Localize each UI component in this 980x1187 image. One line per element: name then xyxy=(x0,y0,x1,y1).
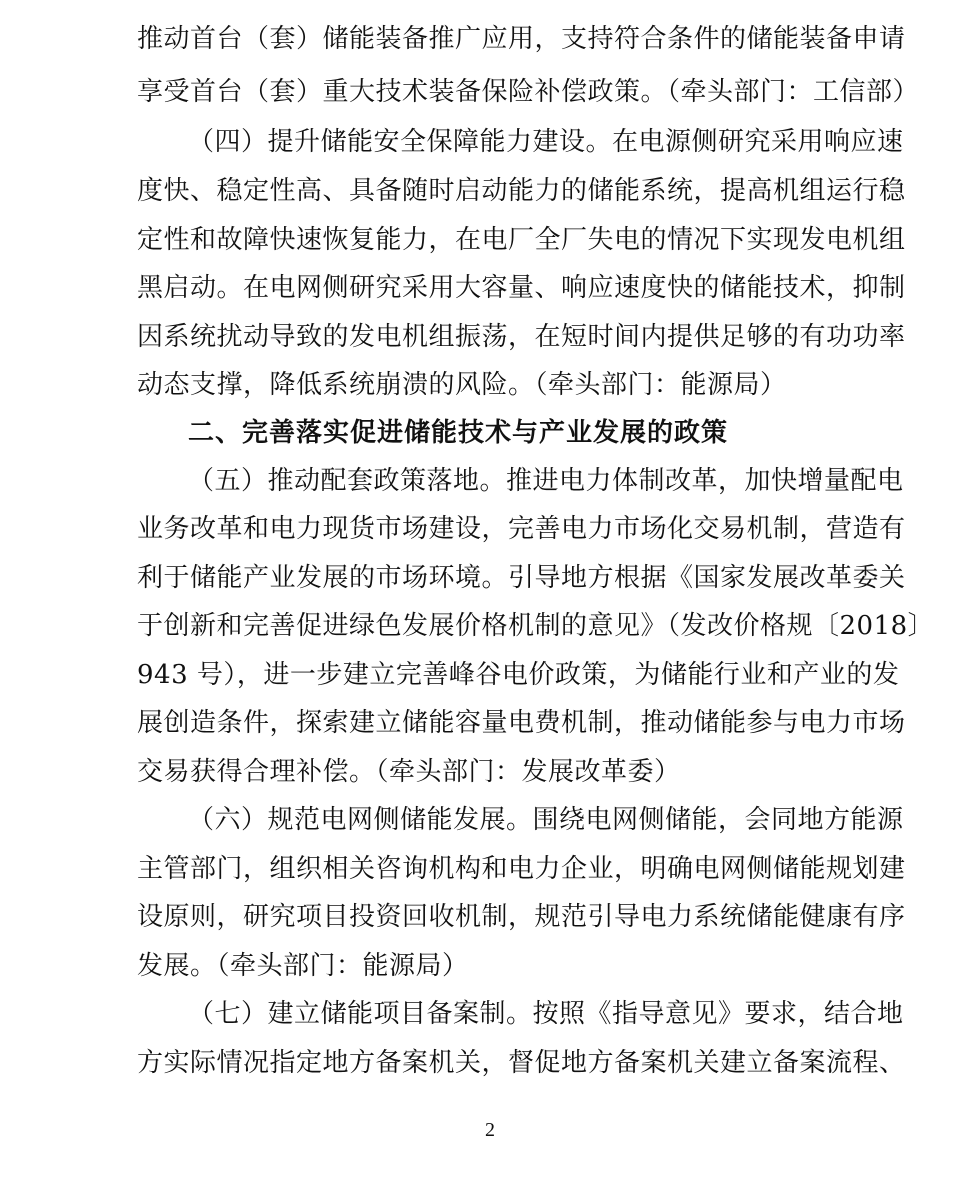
page-number: 2 xyxy=(485,1119,495,1141)
section-4-first-line: （四）提升储能安全保障能力建设。在电源侧研究采用响应速 xyxy=(188,127,904,157)
body-line: 展创造条件，探索建立储能容量电费机制，推动储能参与电力市场 xyxy=(137,708,906,738)
body-line: 943 号），进一步建立完善峰谷电价政策，为储能行业和产业的发 xyxy=(137,660,900,690)
body-line: 黑启动。在电网侧研究采用大容量、响应速度快的储能技术，抑制 xyxy=(137,273,906,303)
body-line: 设原则，研究项目投资回收机制，规范引导电力系统储能健康有序 xyxy=(137,902,906,932)
body-line: 发展。（牵头部门：能源局） xyxy=(137,951,469,981)
section-6-first-line: （六）规范电网侧储能发展。围绕电网侧储能，会同地方能源 xyxy=(188,805,904,835)
section-heading: 二、完善落实促进储能技术与产业发展的政策 xyxy=(188,418,729,448)
body-line: 因系统扰动导致的发电机组振荡，在短时间内提供足够的有功功率 xyxy=(137,322,906,352)
body-line: 方实际情况指定地方备案机关，督促地方备案机关建立备案流程、 xyxy=(137,1048,906,1078)
section-7-first-line: （七）建立储能项目备案制。按照《指导意见》要求，结合地 xyxy=(188,999,904,1029)
body-line: 动态支撑，降低系统崩溃的风险。（牵头部门：能源局） xyxy=(137,370,787,400)
body-line: 利于储能产业发展的市场环境。引导地方根据《国家发展改革委关 xyxy=(137,563,906,593)
body-line: 定性和故障快速恢复能力，在电厂全厂失电的情况下实现发电机组 xyxy=(137,225,906,255)
body-line: 业务改革和电力现货市场建设，完善电力市场化交易机制，营造有 xyxy=(137,514,906,544)
body-line: 于创新和完善促进绿色发展价格机制的意见》（发改价格规〔2018〕 xyxy=(137,611,935,641)
body-line: 享受首台（套）重大技术装备保险补偿政策。（牵头部门：工信部） xyxy=(137,77,920,107)
body-line: 交易获得合理补偿。（牵头部门：发展改革委） xyxy=(137,757,681,787)
section-5-first-line: （五）推动配套政策落地。推进电力体制改革，加快增量配电 xyxy=(188,466,904,496)
body-line: 主管部门，组织相关咨询机构和电力企业，明确电网侧储能规划建 xyxy=(137,854,906,884)
body-line: 度快、稳定性高、具备随时启动能力的储能系统，提高机组运行稳 xyxy=(137,176,906,206)
body-line: 推动首台（套）储能装备推广应用，支持符合条件的储能装备申请 xyxy=(137,24,906,54)
